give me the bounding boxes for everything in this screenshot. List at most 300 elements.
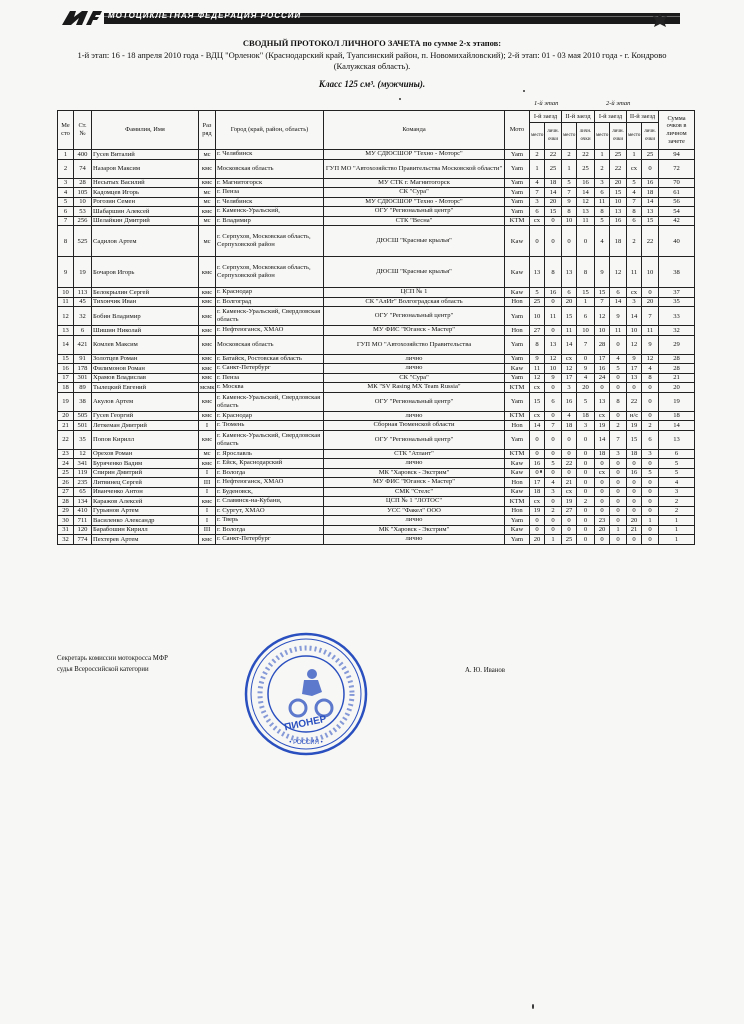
- cell-r1-place: 4: [530, 178, 545, 188]
- cell-r2-points: 0: [577, 430, 595, 449]
- cell-team: СТК "Весна": [324, 216, 505, 226]
- cell-r4-place: 22: [627, 392, 642, 411]
- cell-r2-points: 0: [577, 459, 595, 469]
- cell-start: 301: [74, 373, 92, 383]
- cell-team: СТК "Атлант": [324, 449, 505, 459]
- stamp-bottom-text: • РОССИЯ •: [289, 740, 323, 746]
- cell-r4-points: 0: [642, 535, 659, 545]
- cell-r1-place: 2: [530, 150, 545, 160]
- cell-total: 28: [659, 364, 695, 374]
- cell-rank: мс: [199, 188, 216, 198]
- cell-place: 16: [58, 364, 74, 374]
- cell-r1-points: 16: [545, 288, 562, 298]
- col-race3: I-й заезд: [595, 111, 627, 123]
- cell-r3-points: 0: [610, 516, 627, 526]
- cell-rank: кмс: [199, 430, 216, 449]
- cell-team: ОГУ "Региональный центр": [324, 392, 505, 411]
- cell-start: 501: [74, 421, 92, 431]
- cell-r3-place: 9: [595, 257, 610, 288]
- cell-moto: Yam: [505, 535, 530, 545]
- cell-r4-points: 14: [642, 197, 659, 207]
- cell-city: г. Батайск, Ростовская область: [216, 354, 324, 364]
- cell-r1-place: 27: [530, 326, 545, 336]
- cell-r1-points: 12: [545, 354, 562, 364]
- cell-r4-points: 15: [642, 216, 659, 226]
- cell-r3-points: 0: [610, 459, 627, 469]
- cell-city: г. Челябинск: [216, 197, 324, 207]
- cell-r3-place: 13: [595, 392, 610, 411]
- sub-place: место: [595, 123, 610, 150]
- cell-r2-points: 3: [577, 421, 595, 431]
- cell-rank: кмс: [199, 535, 216, 545]
- cell-r4-points: 8: [642, 373, 659, 383]
- scan-speck: [532, 1004, 534, 1009]
- cell-total: 2: [659, 506, 695, 516]
- cell-r2-points: 7: [577, 335, 595, 354]
- cell-place: 11: [58, 297, 74, 307]
- cell-name: Тихончик Иван: [92, 297, 199, 307]
- cell-team: лично: [324, 354, 505, 364]
- cell-r4-place: 0: [627, 506, 642, 516]
- cell-r1-place: 19: [530, 506, 545, 516]
- cell-r1-points: 4: [545, 478, 562, 488]
- results-table: [57, 110, 695, 545]
- cell-r4-place: 7: [627, 197, 642, 207]
- cell-r3-points: 11: [610, 326, 627, 336]
- cell-r4-place: 12: [627, 335, 642, 354]
- cell-r2-place: 12: [562, 364, 577, 374]
- cell-r3-points: 0: [610, 497, 627, 507]
- cell-r1-points: 9: [545, 373, 562, 383]
- cell-r2-place: сх: [562, 487, 577, 497]
- table-row: [58, 383, 695, 393]
- cell-r1-points: 10: [545, 364, 562, 374]
- cell-rank: кмс: [199, 373, 216, 383]
- cell-r2-points: 20: [577, 383, 595, 393]
- cell-r3-place: 12: [595, 307, 610, 326]
- cell-r1-place: 0: [530, 449, 545, 459]
- cell-r1-place: 10: [530, 307, 545, 326]
- cell-r2-place: 9: [562, 197, 577, 207]
- cell-r2-place: 0: [562, 468, 577, 478]
- cell-r2-place: 0: [562, 226, 577, 257]
- cell-r2-place: сх: [562, 354, 577, 364]
- cell-r3-place: 15: [595, 288, 610, 298]
- cell-r3-points: 9: [610, 307, 627, 326]
- table-row: [58, 226, 695, 257]
- cell-r4-points: 0: [642, 506, 659, 516]
- cell-r3-points: 0: [610, 383, 627, 393]
- cell-city: г. Сургут, ХМАО: [216, 506, 324, 516]
- cell-r3-points: 0: [610, 535, 627, 545]
- cell-r2-place: 2: [562, 150, 577, 160]
- cell-team: лично: [324, 516, 505, 526]
- cell-team: ДЮСШ "Красные крылья": [324, 257, 505, 288]
- cell-r4-points: 0: [642, 383, 659, 393]
- cell-r3-points: 4: [610, 354, 627, 364]
- table-row: [58, 392, 695, 411]
- cell-total: 29: [659, 335, 695, 354]
- cell-name: Шабаршин Алексей: [92, 207, 199, 217]
- cell-r4-points: 0: [642, 497, 659, 507]
- table-row: [58, 197, 695, 207]
- cell-total: 14: [659, 421, 695, 431]
- mfr-logo-icon: [60, 8, 104, 28]
- cell-r4-points: 0: [642, 487, 659, 497]
- cell-r1-place: 17: [530, 478, 545, 488]
- cell-name: Барабошин Кирилл: [92, 525, 199, 535]
- cell-r1-place: 3: [530, 197, 545, 207]
- cell-total: 6: [659, 449, 695, 459]
- cell-total: 70: [659, 178, 695, 188]
- scan-speck: [540, 470, 542, 473]
- cell-r4-points: 2: [642, 421, 659, 431]
- cell-r1-points: 18: [545, 178, 562, 188]
- cell-r2-points: 6: [577, 307, 595, 326]
- table-row: [58, 307, 695, 326]
- eagle-emblem-icon: [652, 12, 668, 30]
- cell-moto: Hon: [505, 478, 530, 488]
- cell-r3-points: 0: [610, 373, 627, 383]
- cell-r3-points: 25: [610, 150, 627, 160]
- cell-place: 1: [58, 150, 74, 160]
- cell-r2-place: 0: [562, 525, 577, 535]
- cell-team: лично: [324, 459, 505, 469]
- cell-r2-place: 27: [562, 506, 577, 516]
- cell-r4-points: 22: [642, 226, 659, 257]
- table-row: [58, 497, 695, 507]
- cell-team: УСС "Факел" ООО: [324, 506, 505, 516]
- cell-r3-points: 0: [610, 411, 627, 421]
- cell-moto: Yam: [505, 197, 530, 207]
- cell-r3-place: 0: [595, 459, 610, 469]
- cell-name: Каражов Алексей: [92, 497, 199, 507]
- cell-r3-place: 3: [595, 178, 610, 188]
- cell-r3-points: 18: [610, 226, 627, 257]
- cell-name: Бобин Владимир: [92, 307, 199, 326]
- cell-start: 525: [74, 226, 92, 257]
- cell-r2-points: 0: [577, 487, 595, 497]
- cell-r3-points: 12: [610, 257, 627, 288]
- cell-r1-place: 13: [530, 257, 545, 288]
- table-row: [58, 525, 695, 535]
- cell-name: Пехтерев Артем: [92, 535, 199, 545]
- cell-start: 6: [74, 326, 92, 336]
- sub-place: место: [627, 123, 642, 150]
- cell-r3-place: 20: [595, 525, 610, 535]
- cell-start: 113: [74, 288, 92, 298]
- cell-r2-points: 0: [577, 525, 595, 535]
- cell-r1-place: 0: [530, 468, 545, 478]
- cell-moto: KTM: [505, 497, 530, 507]
- cell-start: 19: [74, 257, 92, 288]
- cell-r2-place: 1: [562, 159, 577, 178]
- cell-r1-place: сх: [530, 497, 545, 507]
- cell-place: 31: [58, 525, 74, 535]
- table-row: [58, 449, 695, 459]
- cell-team: МК "Харовск - Экстрим": [324, 525, 505, 535]
- cell-city: г. Магнитогорск: [216, 178, 324, 188]
- cell-start: 32: [74, 307, 92, 326]
- cell-r4-points: 3: [642, 449, 659, 459]
- cell-r4-points: 0: [642, 392, 659, 411]
- cell-r3-points: 14: [610, 297, 627, 307]
- cell-r3-place: 6: [595, 188, 610, 198]
- cell-moto: KTM: [505, 411, 530, 421]
- cell-r4-place: сх: [627, 159, 642, 178]
- cell-name: Белокрылин Сергей: [92, 288, 199, 298]
- cell-place: 17: [58, 373, 74, 383]
- cell-city: г. Челябинск: [216, 150, 324, 160]
- cell-r1-place: 11: [530, 364, 545, 374]
- cell-rank: кмс: [199, 207, 216, 217]
- cell-r4-place: 14: [627, 307, 642, 326]
- cell-team: МУ СТК г. Магнитогорск: [324, 178, 505, 188]
- cell-r2-place: 17: [562, 373, 577, 383]
- cell-team: ОГУ "Региональный центр": [324, 207, 505, 217]
- cell-r2-points: 22: [577, 150, 595, 160]
- cell-name: Шелайкин Дмитрий: [92, 216, 199, 226]
- cell-r4-place: 5: [627, 178, 642, 188]
- cell-total: 20: [659, 383, 695, 393]
- cell-start: 178: [74, 364, 92, 374]
- cell-r1-points: 5: [545, 459, 562, 469]
- cell-r4-place: 13: [627, 373, 642, 383]
- cell-moto: KTM: [505, 216, 530, 226]
- cell-city: г. Серпухов, Московская область, Серпуховской район: [216, 226, 324, 257]
- cell-r2-place: 8: [562, 207, 577, 217]
- cell-moto: Yam: [505, 392, 530, 411]
- cell-place: 7: [58, 216, 74, 226]
- cell-total: 2: [659, 497, 695, 507]
- cell-r1-place: сх: [530, 383, 545, 393]
- cell-r3-place: 2: [595, 159, 610, 178]
- col-total: Сумма очков в личном зачете: [659, 111, 695, 150]
- cell-r3-place: 17: [595, 354, 610, 364]
- cell-r2-place: 0: [562, 449, 577, 459]
- cell-place: 19: [58, 392, 74, 411]
- cell-start: 45: [74, 297, 92, 307]
- round-stamp: [242, 630, 370, 758]
- cell-r4-points: 0: [642, 159, 659, 178]
- cell-r2-points: 0: [577, 478, 595, 488]
- cell-total: 21: [659, 373, 695, 383]
- cell-total: 4: [659, 478, 695, 488]
- cell-total: 94: [659, 150, 695, 160]
- cell-start: 410: [74, 506, 92, 516]
- cell-city: г. Нефтеюганск, ХМАО: [216, 326, 324, 336]
- cell-r4-place: 3: [627, 297, 642, 307]
- cell-rank: кмс: [199, 392, 216, 411]
- table-row: [58, 257, 695, 288]
- cell-start: 505: [74, 411, 92, 421]
- cell-moto: Yam: [505, 516, 530, 526]
- cell-r3-place: 11: [595, 197, 610, 207]
- cell-r2-place: 11: [562, 326, 577, 336]
- cell-r1-place: 14: [530, 421, 545, 431]
- cell-r1-points: 0: [545, 297, 562, 307]
- cell-r1-place: сх: [530, 216, 545, 226]
- cell-r4-place: 0: [627, 497, 642, 507]
- cell-r4-place: 20: [627, 516, 642, 526]
- cell-start: 119: [74, 468, 92, 478]
- cell-start: 38: [74, 392, 92, 411]
- cell-total: 1: [659, 535, 695, 545]
- cell-name: Рогозин Семен: [92, 197, 199, 207]
- cell-moto: Kaw: [505, 459, 530, 469]
- cell-total: 1: [659, 516, 695, 526]
- table-row: [58, 535, 695, 545]
- table-row: [58, 421, 695, 431]
- cell-r1-points: 2: [545, 506, 562, 516]
- cell-r4-place: 0: [627, 487, 642, 497]
- cell-moto: Yam: [505, 373, 530, 383]
- cell-rank: мс: [199, 226, 216, 257]
- cell-r1-points: 20: [545, 197, 562, 207]
- cell-rank: кмс: [199, 307, 216, 326]
- cell-r3-points: 8: [610, 392, 627, 411]
- cell-place: 4: [58, 188, 74, 198]
- cell-r3-place: 18: [595, 449, 610, 459]
- cell-r3-place: 0: [595, 506, 610, 516]
- cell-r3-place: 28: [595, 335, 610, 354]
- cell-r4-points: 7: [642, 307, 659, 326]
- cell-r2-points: 0: [577, 354, 595, 364]
- cell-r3-points: 0: [610, 335, 627, 354]
- cell-r2-place: 4: [562, 411, 577, 421]
- cell-r1-place: 1: [530, 159, 545, 178]
- cell-r4-place: 8: [627, 207, 642, 217]
- cell-r3-points: 3: [610, 449, 627, 459]
- cell-city: г. Каменск-Уральский, Свердловская область: [216, 430, 324, 449]
- cell-place: 27: [58, 487, 74, 497]
- cell-r3-points: 1: [610, 525, 627, 535]
- cell-moto: Yam: [505, 178, 530, 188]
- cell-r1-place: 18: [530, 487, 545, 497]
- cell-start: 89: [74, 383, 92, 393]
- cell-city: г. Каменск-Уральский, Свердловская область: [216, 307, 324, 326]
- stamp-center-text: ПИОНЕР: [283, 713, 328, 734]
- cell-rank: III: [199, 525, 216, 535]
- cell-moto: Kaw: [505, 257, 530, 288]
- cell-r1-points: 0: [545, 226, 562, 257]
- col-city: Город (край, район, область): [216, 111, 324, 150]
- cell-rank: кмс: [199, 335, 216, 354]
- cell-place: 3: [58, 178, 74, 188]
- stamp-rider-icon: [290, 669, 332, 716]
- cell-place: 18: [58, 383, 74, 393]
- cell-city: г. Тверь: [216, 516, 324, 526]
- cell-place: 14: [58, 335, 74, 354]
- cell-r4-place: 16: [627, 468, 642, 478]
- cell-r4-points: 25: [642, 150, 659, 160]
- cell-r3-points: 5: [610, 364, 627, 374]
- cell-r4-points: 9: [642, 335, 659, 354]
- cell-place: 20: [58, 411, 74, 421]
- cell-place: 6: [58, 207, 74, 217]
- table-row: [58, 364, 695, 374]
- cell-r1-points: 14: [545, 188, 562, 198]
- cell-r3-place: 23: [595, 516, 610, 526]
- cell-r2-points: 0: [577, 516, 595, 526]
- cell-r4-place: 0: [627, 383, 642, 393]
- cell-start: 74: [74, 159, 92, 178]
- cell-team: СК "АлИг" Волгоградская область: [324, 297, 505, 307]
- table-row: [58, 207, 695, 217]
- cell-r3-points: 20: [610, 178, 627, 188]
- cell-r4-place: н/с: [627, 411, 642, 421]
- cell-r1-points: 0: [545, 468, 562, 478]
- cell-place: 8: [58, 226, 74, 257]
- table-row: [58, 478, 695, 488]
- cell-city: г. Славянск-на-Кубани,: [216, 497, 324, 507]
- cell-r4-place: 17: [627, 364, 642, 374]
- cell-total: 32: [659, 326, 695, 336]
- cell-r1-points: 15: [545, 207, 562, 217]
- cell-city: Московская область: [216, 159, 324, 178]
- cell-r2-place: 20: [562, 297, 577, 307]
- cell-city: г. Нефтеюганск, ХМАО: [216, 478, 324, 488]
- cell-rank: кмс: [199, 288, 216, 298]
- cell-r1-points: 0: [545, 430, 562, 449]
- cell-start: 134: [74, 497, 92, 507]
- cell-moto: Kaw: [505, 364, 530, 374]
- cell-moto: Yam: [505, 430, 530, 449]
- cell-r2-points: 0: [577, 506, 595, 516]
- cell-r3-points: 0: [610, 468, 627, 478]
- sub-points: личн. очки: [577, 123, 595, 150]
- cell-r3-place: 0: [595, 535, 610, 545]
- cell-start: 91: [74, 354, 92, 364]
- cell-rank: кмс: [199, 411, 216, 421]
- cell-moto: Kaw: [505, 487, 530, 497]
- col-place: Ме сто: [58, 111, 74, 150]
- cell-name: Садилов Артем: [92, 226, 199, 257]
- cell-total: 54: [659, 207, 695, 217]
- cell-city: г. Санкт-Петербург: [216, 535, 324, 545]
- cell-r3-points: 0: [610, 506, 627, 516]
- cell-r1-points: 0: [545, 326, 562, 336]
- cell-r2-points: 10: [577, 326, 595, 336]
- cell-team: ГУП МО "Автохозяйство Правительства Московской области": [324, 159, 505, 178]
- cell-r2-points: 12: [577, 197, 595, 207]
- table-row: [58, 297, 695, 307]
- cell-city: г. Каменск-Уральский,: [216, 207, 324, 217]
- cell-r2-place: 21: [562, 478, 577, 488]
- cell-city: г. Пенза: [216, 188, 324, 198]
- cell-moto: KTM: [505, 449, 530, 459]
- cell-place: 10: [58, 288, 74, 298]
- cell-team: СК "Сура": [324, 373, 505, 383]
- cell-r1-points: 0: [545, 497, 562, 507]
- col-moto: Мото: [505, 111, 530, 150]
- sub-points: личн. очки: [545, 123, 562, 150]
- footer-line1: Секретарь комиссии мотокросса МФР: [57, 655, 168, 662]
- cell-name: Акулов Артем: [92, 392, 199, 411]
- cell-r3-place: 0: [595, 497, 610, 507]
- cell-place: 25: [58, 468, 74, 478]
- results-body: [58, 150, 695, 545]
- col-team: Команда: [324, 111, 505, 150]
- table-row: [58, 178, 695, 188]
- cell-start: 35: [74, 430, 92, 449]
- cell-r4-place: 11: [627, 257, 642, 288]
- cell-r2-place: 10: [562, 216, 577, 226]
- cell-r3-points: 0: [610, 487, 627, 497]
- cell-total: 37: [659, 288, 695, 298]
- cell-start: 10: [74, 197, 92, 207]
- cell-place: 15: [58, 354, 74, 364]
